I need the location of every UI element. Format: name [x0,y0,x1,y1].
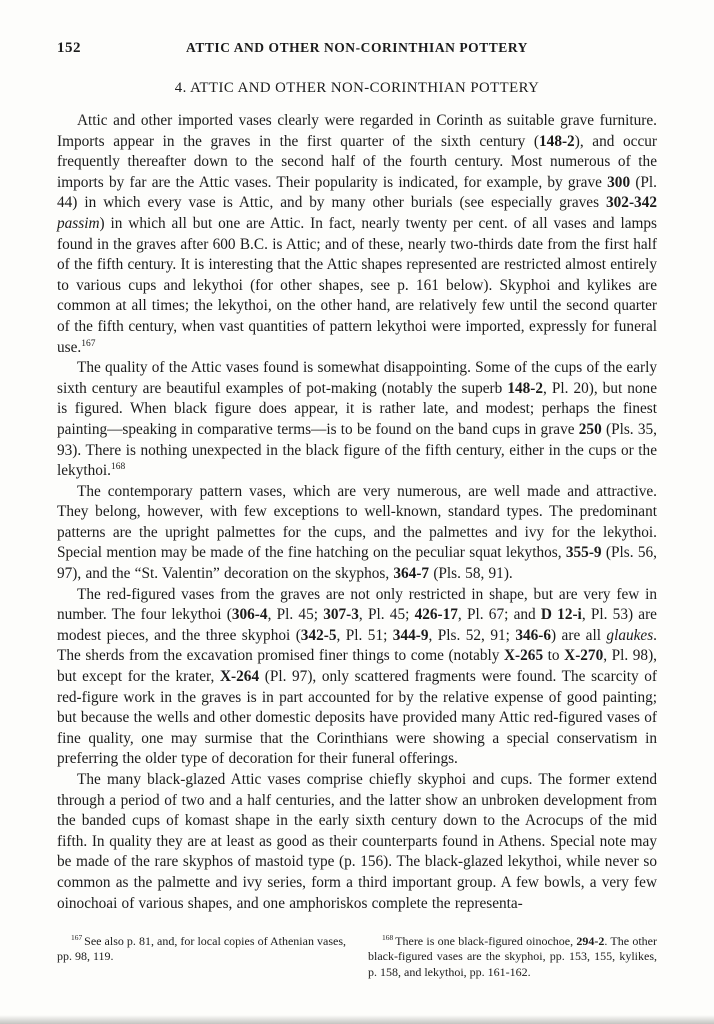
running-head: ATTIC AND OTHER NON-CORINTHIAN POTTERY [186,40,528,55]
paragraph-3: The contemporary pattern vases, which are very numerous, are well made and attractive. They belong, however, with few exceptions to well-known, standard types. The predominant patterns are the upright palmettes for the cups, and the palmettes and ivy for the lekythoi. Special mention may be made of the fine hatching on the peculiar squat lekythos, 355-9 (Pls. 56, 97), and the “St. Valentin” decoration on the skyphos, 364-7 (Pls. 58, 91). [57,482,658,583]
footnotes-section [57,934,657,981]
page-header [57,40,657,60]
scan-edge-artifact [0,1015,714,1024]
paragraph-1: Attic and other imported vases clearly were regarded in Corinth as suitable grave furniture. Imports appear in the graves in the first quarter of the sixth century (148-2), and occur frequently thereafter down to the second half of the fourth century. Most numerous of the imports by far are the Attic vases. Their popularity is indicated, for example, by grave 300 (Pl. 44) in which every vase is Attic, and by many other burials (see especially graves 302-342 passim) in which all but one are Attic. In fact, nearly twenty per cent. of all vases and lamps found in the graves after 600 B.C. is Attic; and of these, nearly two-thirds date from the first half of the fifth century. It is interesting that the Attic shapes represented are restricted almost entirely to various cups and lekythoi (for other shapes, see p. 161 below). Skyphoi and kylikes are common at all times; the lekythoi, on the other hand, are relatively few until the second quarter of the fifth century, when vast quantities of pattern lekythoi were imported, expressly for funeral use.$^{167}$ [57,112,658,356]
paragraph-4: The red-figured vases from the graves are not only restricted in shape, but are very few in number. The four lekythoi (306-4, Pl. 45; 307-3, Pl. 45; 426-17, Pl. 67; and D 12-i, Pl. 53) are modest pieces, and the three skyphoi (342-5, Pl. 51; 344-9, Pls. 52, 91; 346-6) are all glaukes. The sherds from the excavation promised finer things to come (notably X-265 to X-270, Pl. 98), but except for the krater, X-264 (Pl. 97), only scattered fragments were found. The scarcity of red-figure work in the graves is in part accounted for by the relative expense of good painting; but because the wells and other domestic deposits have provided many Attic red-figured vases of fine quality, one may surmise that the Corinthians were showing a special conservatism in preferring the older type of decoration for their funeral offerings. [57,585,657,768]
footnote-167-marker: 167 [71,932,83,942]
section-title: 4. ATTIC AND OTHER NON-CORINTHIAN POTTERY [174,80,540,96]
footnote-167-text: See also p. 81, and, for local copies of Athenian vases, pp. 98, 119. [57,933,346,963]
paragraph-2: The quality of the Attic vases found is somewhat disappointing. Some of the cups of the early sixth century are beautiful examples of pot-making (notably the superb 148-2, Pl. 20), but none is figured. When black figure does appear, it is rather late, and modest; perhaps the finest painting—speaking in comparative terms—is to be found on the band cups in grave 250 (Pls. 35, 93). There is nothing unexpected in the black figure of the fifth century, either in the cups or the lekythoi.$^{168}$ [57,359,657,480]
footnote-168-text: There is one black-figured oinochoe, 294-2. The other black-figured vases are the skyphoi, pp. 153, 155, kylikes, p. 158, and lekythoi, pp. 161-162. [368,933,657,979]
body-text [57,111,657,914]
paragraph-5: The many black-glazed Attic vases comprise chiefly skyphoi and cups. The former extend through a period of two and a half centuries, and the latter show an unbroken development from the banded cups of komast shape in the early sixth century down to the Acrocups of the mid fifth. In quality they are at least as good as their counterparts found in Athens. Special note may be made of the rare skyphos of mastoid type (p. 156). The black-glazed lekythoi, while never so common as the palmette and ivy series, form a third important group. A few bowls, a very few oinochoai of various shapes, and one amphoriskos complete the representa- [57,771,657,912]
footnote-168 [368,934,657,981]
footnote-168-marker: 168 [382,932,394,942]
footnote-167 [57,934,346,981]
page-number: 152 [57,40,81,56]
